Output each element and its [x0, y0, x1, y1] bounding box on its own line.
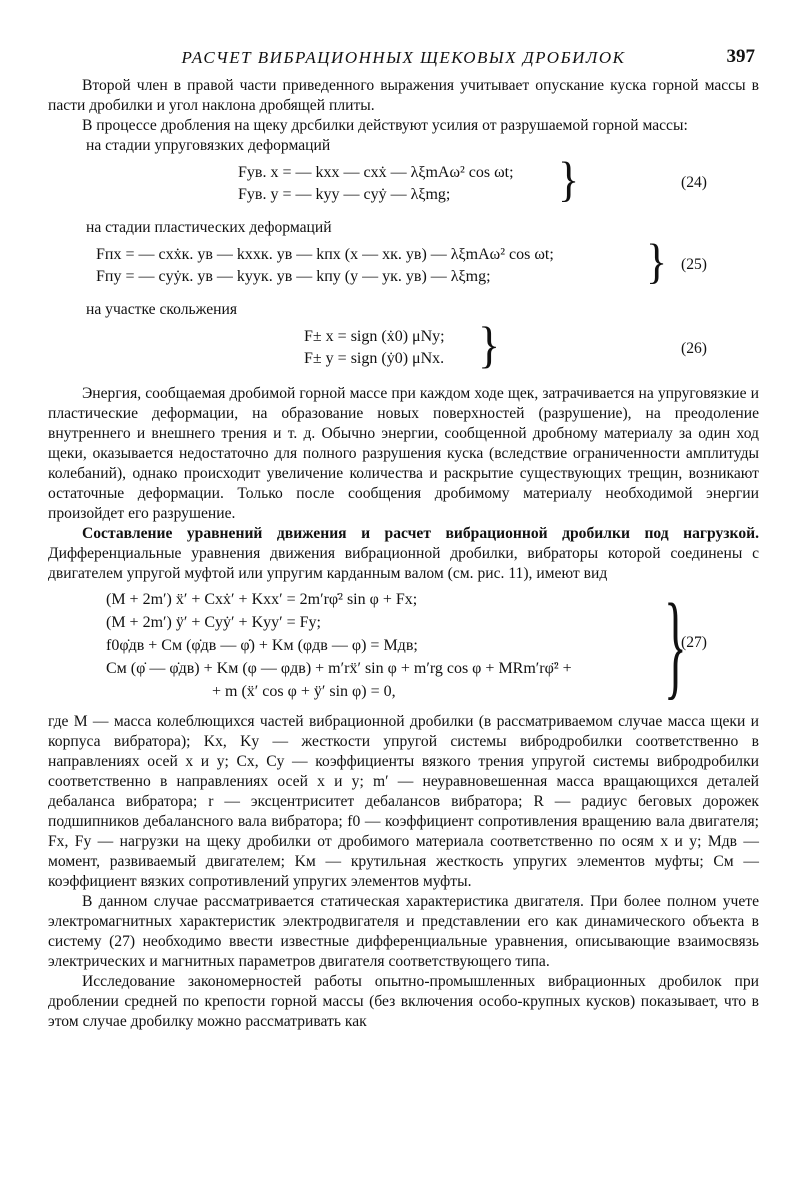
equation-25-number: (25): [681, 256, 707, 273]
paragraph-7: Исследование закономерностей работы опытно-промышленных вибрационных дробилок при дроблении средней по крепости горной массы (без включения особо-крупных кусков) показывает, что в этом случае дробилку можно рассматривать как: [48, 973, 759, 1030]
equation-24-line-1: Fув. x = — kxx — cxẋ — λξmAω² cos ωt;: [238, 164, 514, 181]
equation-27-line-4: Cм (φ̇ — φ̇дв) + Kм (φ — φдв) + m′rẍ′ sin φ + m′rg cos φ + MRm′rφ̈² +: [106, 660, 572, 677]
running-title: РАСЧЕТ ВИБРАЦИОННЫХ ЩЕКОВЫХ ДРОБИЛОК: [181, 48, 626, 67]
equation-25-line-1: Fпx = — cxẋк. ув — kxxк. ув — kпx (x — xк. ув) — λξmAω² cos ωt;: [96, 246, 554, 263]
equation-26: [48, 316, 759, 378]
paragraph-4-text: Дифференциальные уравнения движения вибрационной дробилки, вибраторы которой соединены с двигателем упругой муфтой или упругим карданным валом (см. рис. 11), имеют вид: [48, 545, 759, 582]
lead-sliding: на участке скольжения: [86, 301, 238, 318]
running-header: [48, 40, 759, 76]
equation-27: [48, 579, 759, 710]
equation-25: [48, 234, 759, 294]
lead-elastic: на стадии упруговязких деформаций: [86, 137, 331, 154]
equation-27-line-3: f0φ̇дв + Cм (φ̇дв — φ̇) + Kм (φдв — φ) = Mдв;: [106, 637, 418, 654]
paragraph-1: Второй член в правой части приведенного выражения учитывает опускание куска горной массы в пасти дробилки и угол наклона дробящей плиты.: [48, 77, 759, 114]
paragraph-5: где M — масса колеблющихся частей вибрационной дробилки (в рассматриваемом случае масса щеки и корпуса вибратора); Kx, Ky — жесткости упругой системы вибродробилки соответственно в направлениях осей x и y; Cx, Cy — коэффициенты вязкого трения упругой системы вибродробилки соответственно в направлениях осей x и y; m′ — неуравновешенная масса вращающихся деталей дебаланса вибратора; r — эксцентриситет дебалансов вибратора; R — радиус беговых дорожек подшипников дебалансного вала вибратора; f0 — коэффициент сопротивления вращению вала двигателя; Fx, Fy — нагрузки на щеку дробилки от дробимого материала соответственно по осям x и y; Mдв — момент, развиваемый двигателем; Kм — крутильная жесткость упругих элементов муфты; Cм — коэффициент вязких сопротивлений упругих элементов муфты.: [48, 713, 759, 890]
equation-26-line-2: F± y = sign (ẏ0) μNx.: [304, 350, 445, 367]
lead-plastic: на стадии пластических деформаций: [86, 219, 332, 236]
equation-24-line-2: Fув. y = — kyy — cyẏ — λξmg;: [238, 186, 451, 203]
section-heading: Составление уравнений движения и расчет вибрационной дробилки под нагрузкой.: [82, 525, 759, 542]
brace-icon: }: [664, 579, 687, 710]
paragraph-4: [48, 524, 759, 584]
equation-27-line-1: (M + 2m′) ẍ′ + Cxẋ′ + Kxx′ = 2m′rφ̇² sin φ + Fx;: [106, 591, 418, 608]
equation-25-line-2: Fпy = — cyẏк. ув — kyyк. ув — kпy (y — yк. ув) — λξmg;: [96, 268, 491, 285]
paragraph-2: В процессе дробления на щеку дрсбилки действуют усилия от разрушаемой горной массы:: [82, 117, 688, 134]
equation-27-line-2: (M + 2m′) ÿ′ + Cyẏ′ + Kyy′ = Fy;: [106, 614, 321, 631]
brace-icon: }: [478, 316, 501, 373]
page-number: 397: [726, 46, 755, 67]
paragraph-3: Энергия, сообщаемая дробимой горной массе при каждом ходе щек, затрачивается на упруговязкие и пластические деформации, на образование новых поверхностей (разрушение), на преодоление внутреннего и внешнего трения и т. д. Обычно энергии, сообщенной дробному материалу за один ход щеки, оказывается недостаточно для полного разрушения куска (вследствие ограниченности амплитуды колебаний), однако происходит увеличение количества и раскрытие существующих трещин, возникают остаточные деформации. Только после сообщения дробимому материалу необходимой энергии произойдет его разрушение.: [48, 385, 759, 522]
equation-26-number: (26): [681, 340, 707, 357]
brace-icon: }: [646, 234, 668, 289]
equation-26-line-1: F± x = sign (ẋ0) μNy;: [304, 328, 445, 345]
equation-27-number: (27): [681, 634, 707, 651]
brace-icon: }: [558, 152, 580, 207]
paragraph-6: В данном случае рассматривается статическая характеристика двигателя. При более полном учете электромагнитных характеристик электродвигателя и представлении его как динамического объекта в систему (27) необходимо ввести известные дифференциальные уравнения, описывающие взаимосвязь электрических и магнитных параметров двигателя соответствующего типа.: [48, 893, 759, 970]
equation-24-number: (24): [681, 174, 707, 191]
equation-27-line-5: + m (ẍ′ cos φ + ÿ′ sin φ) = 0,: [212, 683, 396, 700]
equation-24: [48, 152, 759, 212]
